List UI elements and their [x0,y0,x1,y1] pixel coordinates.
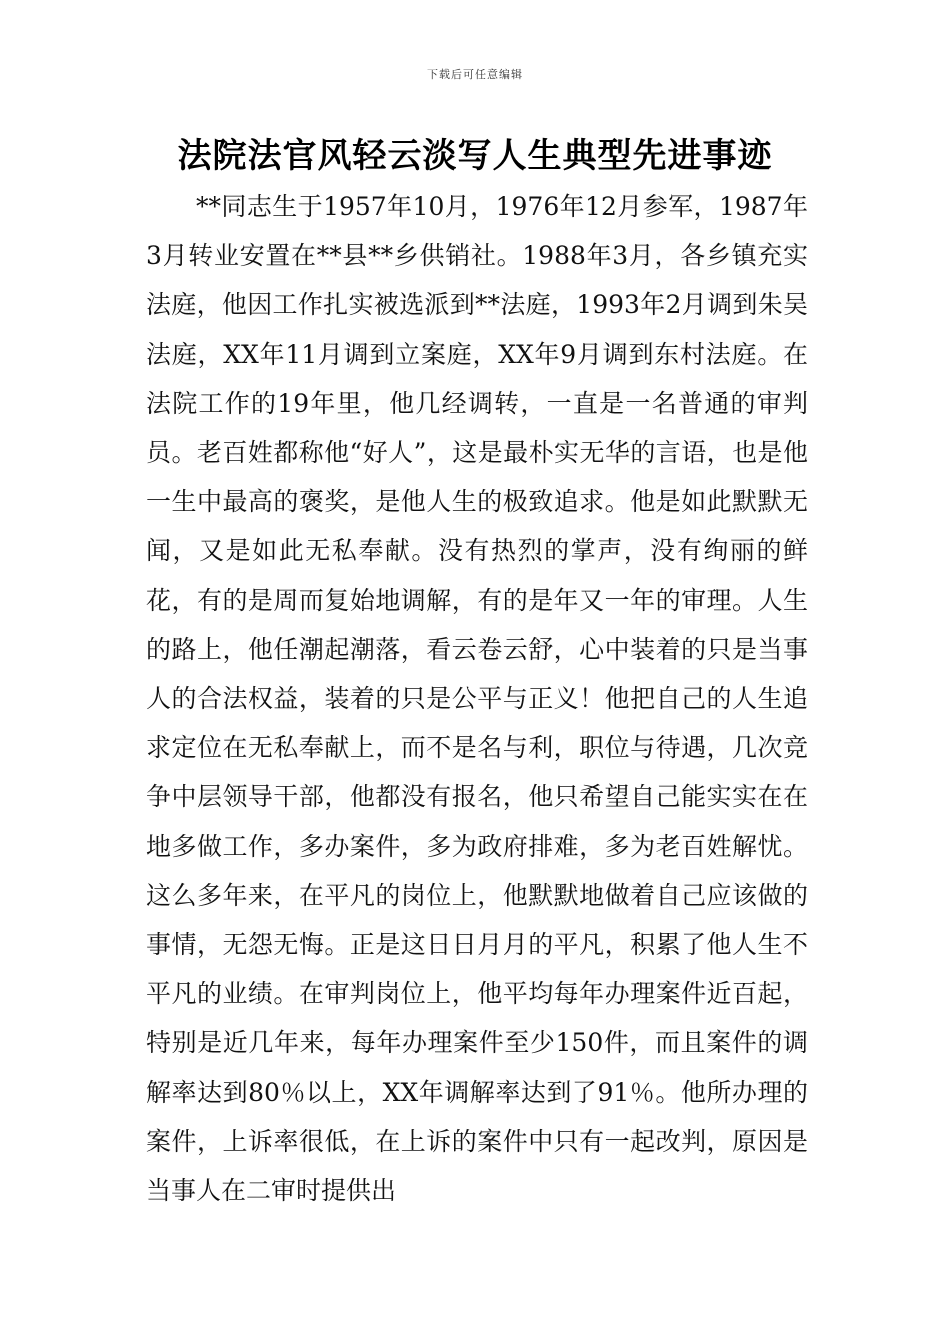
header-note: 下载后可任意编辑 [427,68,523,81]
document-body [146,182,808,1215]
document-title: 法院法官风轻云淡写人生典型先进事迹 [177,136,773,176]
body-paragraph: **同志生于1957年10月，1976年12月参军，1987年3月转业安置在**县**乡供销社。1988年3月，各乡镇充实法庭，他因工作扎实被选派到**法庭，1993年2月调到朱吴法庭，XX年11月调到立案庭，XX年9月调到东村法庭。在法院工作的19年里，他几经调转，一直是一名普通的审判员。老百姓都称他“好人”，这是最朴实无华的言语，也是他一生中最高的褒奖，是他人生的极致追求。他是如此默默无闻，又是如此无私奉献。没有热烈的掌声，没有绚丽的鲜花，有的是周而复始地调解，有的是年又一年的审理。人生的路上，他任潮起潮落，看云卷云舒，心中装着的只是当事人的合法权益，装着的只是公平与正义！他把自己的人生追求定位在无私奉献上，而不是名与利，职位与待遇，几次竞争中层领导干部，他都没有报名，他只希望自己能实实在在地多做工作，多办案件，多为政府排难，多为老百姓解忧。这么多年来，在平凡的岗位上，他默默地做着自己应该做的事情，无怨无悔。正是这日日月月的平凡，积累了他人生不平凡的业绩。在审判岗位上，他平均每年办理案件近百起，特别是近几年来，每年办理案件至少150件，而且案件的调解率达到80％以上，XX年调解率达到了91％。他所办理的案件，上诉率很低，在上诉的案件中只有一起改判，原因是当事人在二审时提供出 [146,192,808,1206]
